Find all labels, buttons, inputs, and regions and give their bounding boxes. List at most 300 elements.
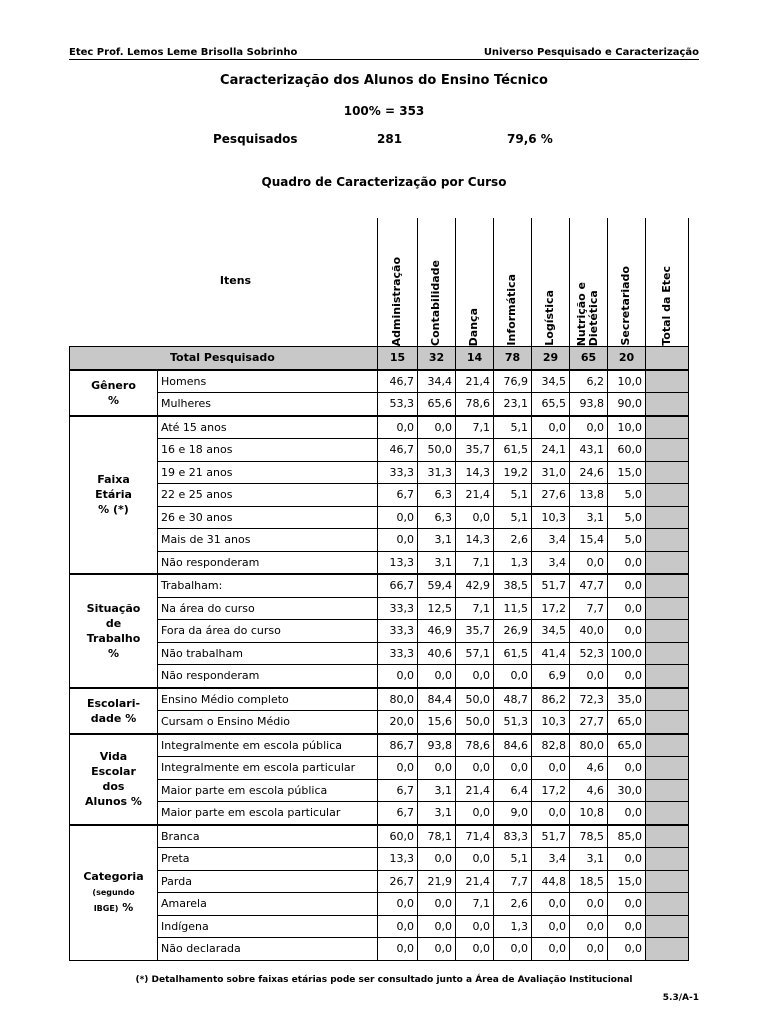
value-cell: 0,0 xyxy=(378,416,418,439)
row-label: 19 e 21 anos xyxy=(158,461,378,484)
value-cell: 6,7 xyxy=(378,779,418,802)
total-surveyed-value: 32 xyxy=(418,347,456,370)
value-cell: 42,9 xyxy=(456,574,494,597)
value-cell: 50,0 xyxy=(456,688,494,711)
etec-total-cell xyxy=(646,370,689,393)
column-header-label: Logística xyxy=(543,290,556,346)
row-label: Trabalham: xyxy=(158,574,378,597)
etec-total-cell xyxy=(646,393,689,416)
value-cell: 15,0 xyxy=(608,461,646,484)
row-label: Homens xyxy=(158,370,378,393)
value-cell: 0,0 xyxy=(532,938,570,961)
table-row xyxy=(70,665,689,688)
total-surveyed-value: 14 xyxy=(456,347,494,370)
value-cell: 0,0 xyxy=(494,757,532,780)
value-cell: 0,0 xyxy=(608,757,646,780)
value-cell: 3,4 xyxy=(532,529,570,552)
value-cell: 10,0 xyxy=(608,416,646,439)
row-label: Maior parte em escola pública xyxy=(158,779,378,802)
etec-total-cell xyxy=(646,870,689,893)
table-row xyxy=(70,574,689,597)
value-cell: 4,6 xyxy=(570,757,608,780)
table-row xyxy=(70,393,689,416)
column-header xyxy=(531,218,569,346)
value-cell: 51,3 xyxy=(494,711,532,734)
row-label: Na área do curso xyxy=(158,597,378,620)
value-cell: 0,0 xyxy=(570,938,608,961)
value-cell: 35,7 xyxy=(456,620,494,643)
etec-total-cell xyxy=(646,574,689,597)
value-cell: 0,0 xyxy=(608,597,646,620)
etec-total-cell xyxy=(646,825,689,848)
row-label: 16 e 18 anos xyxy=(158,439,378,462)
value-cell: 10,8 xyxy=(570,802,608,825)
column-header-label: Nutrição e Dietética xyxy=(575,281,600,346)
column-header-label: Contabilidade xyxy=(429,260,442,346)
value-cell: 3,1 xyxy=(418,551,456,574)
table-row xyxy=(70,688,689,711)
value-cell: 0,0 xyxy=(532,416,570,439)
row-label: 22 e 25 anos xyxy=(158,484,378,507)
value-cell: 82,8 xyxy=(532,734,570,757)
header-school-name: Etec Prof. Lemos Leme Brisolla Sobrinho xyxy=(69,47,298,58)
value-cell: 93,8 xyxy=(570,393,608,416)
value-cell: 0,0 xyxy=(570,665,608,688)
row-label: Não trabalham xyxy=(158,642,378,665)
etec-total-cell xyxy=(646,938,689,961)
etec-total-cell xyxy=(646,665,689,688)
column-header xyxy=(455,218,493,346)
value-cell: 61,5 xyxy=(494,642,532,665)
group-label-cell xyxy=(70,688,158,734)
value-cell: 24,1 xyxy=(532,439,570,462)
value-cell: 86,2 xyxy=(532,688,570,711)
value-cell: 0,0 xyxy=(608,848,646,871)
etec-total-cell xyxy=(646,506,689,529)
total-surveyed-value: 78 xyxy=(494,347,532,370)
value-cell: 3,1 xyxy=(570,506,608,529)
value-cell: 33,3 xyxy=(378,461,418,484)
value-cell: 35,0 xyxy=(608,688,646,711)
value-cell: 100,0 xyxy=(608,642,646,665)
value-cell: 93,8 xyxy=(418,734,456,757)
universe-total: 100% = 353 xyxy=(343,104,425,118)
row-label: Não declarada xyxy=(158,938,378,961)
page-title: Caracterização dos Alunos do Ensino Técnico xyxy=(220,73,548,88)
value-cell: 0,0 xyxy=(608,915,646,938)
table-row xyxy=(70,506,689,529)
value-cell: 14,3 xyxy=(456,461,494,484)
value-cell: 10,0 xyxy=(608,370,646,393)
value-cell: 0,0 xyxy=(378,529,418,552)
value-cell: 0,0 xyxy=(570,551,608,574)
column-header xyxy=(377,218,417,346)
value-cell: 40,0 xyxy=(570,620,608,643)
row-label: Fora da área do curso xyxy=(158,620,378,643)
etec-total-cell xyxy=(646,688,689,711)
value-cell: 3,1 xyxy=(418,802,456,825)
value-cell: 0,0 xyxy=(418,893,456,916)
table-row xyxy=(70,416,689,439)
table-row xyxy=(70,551,689,574)
value-cell: 66,7 xyxy=(378,574,418,597)
table-row xyxy=(70,893,689,916)
value-cell: 83,3 xyxy=(494,825,532,848)
value-cell: 0,0 xyxy=(418,938,456,961)
value-cell: 38,5 xyxy=(494,574,532,597)
etec-total-cell xyxy=(646,711,689,734)
column-header-label: Secretariado xyxy=(619,266,632,346)
value-cell: 0,0 xyxy=(378,893,418,916)
page-code: 5.3/A-1 xyxy=(662,993,699,1003)
column-header xyxy=(607,218,645,346)
value-cell: 26,9 xyxy=(494,620,532,643)
value-cell: 84,4 xyxy=(418,688,456,711)
value-cell: 0,0 xyxy=(494,938,532,961)
value-cell: 0,0 xyxy=(418,915,456,938)
value-cell: 52,3 xyxy=(570,642,608,665)
value-cell: 14,3 xyxy=(456,529,494,552)
total-surveyed-label: Total Pesquisado xyxy=(70,347,378,370)
value-cell: 3,1 xyxy=(418,529,456,552)
total-surveyed-value: 65 xyxy=(570,347,608,370)
value-cell: 0,0 xyxy=(570,416,608,439)
value-cell: 86,7 xyxy=(378,734,418,757)
row-label: Não responderam xyxy=(158,551,378,574)
value-cell: 53,3 xyxy=(378,393,418,416)
value-cell: 6,3 xyxy=(418,506,456,529)
row-label: Não responderam xyxy=(158,665,378,688)
value-cell: 3,1 xyxy=(570,848,608,871)
value-cell: 65,0 xyxy=(608,734,646,757)
value-cell: 34,5 xyxy=(532,370,570,393)
value-cell: 0,0 xyxy=(532,893,570,916)
value-cell: 26,7 xyxy=(378,870,418,893)
value-cell: 59,4 xyxy=(418,574,456,597)
table-row xyxy=(70,642,689,665)
group-label: Faixa Etária % (*) xyxy=(95,473,132,517)
value-cell: 6,7 xyxy=(378,484,418,507)
value-cell: 6,4 xyxy=(494,779,532,802)
value-cell: 60,0 xyxy=(378,825,418,848)
value-cell: 7,7 xyxy=(494,870,532,893)
table-row xyxy=(70,734,689,757)
row-label: Mulheres xyxy=(158,393,378,416)
value-cell: 57,1 xyxy=(456,642,494,665)
row-label: Cursam o Ensino Médio xyxy=(158,711,378,734)
value-cell: 3,4 xyxy=(532,551,570,574)
table-row xyxy=(70,915,689,938)
value-cell: 65,6 xyxy=(418,393,456,416)
value-cell: 78,6 xyxy=(456,393,494,416)
value-cell: 0,0 xyxy=(608,551,646,574)
value-cell: 9,0 xyxy=(494,802,532,825)
column-header-label: Administração xyxy=(390,256,403,346)
value-cell: 0,0 xyxy=(378,665,418,688)
surveyed-label: Pesquisados xyxy=(213,132,298,146)
value-cell: 78,1 xyxy=(418,825,456,848)
value-cell: 20,0 xyxy=(378,711,418,734)
value-cell: 5,1 xyxy=(494,848,532,871)
etec-total-cell xyxy=(646,484,689,507)
total-surveyed-value: 20 xyxy=(608,347,646,370)
value-cell: 61,5 xyxy=(494,439,532,462)
value-cell: 65,0 xyxy=(608,711,646,734)
value-cell: 0,0 xyxy=(608,893,646,916)
table-row xyxy=(70,439,689,462)
value-cell: 0,0 xyxy=(456,938,494,961)
etec-total-cell xyxy=(646,802,689,825)
value-cell: 13,8 xyxy=(570,484,608,507)
etec-total-cell xyxy=(646,551,689,574)
value-cell: 0,0 xyxy=(456,506,494,529)
value-cell: 24,6 xyxy=(570,461,608,484)
value-cell: 33,3 xyxy=(378,620,418,643)
value-cell: 23,1 xyxy=(494,393,532,416)
value-cell: 0,0 xyxy=(418,848,456,871)
value-cell: 0,0 xyxy=(608,665,646,688)
value-cell: 6,2 xyxy=(570,370,608,393)
header-underline xyxy=(69,59,699,60)
value-cell: 46,7 xyxy=(378,439,418,462)
value-cell: 15,0 xyxy=(608,870,646,893)
value-cell: 6,7 xyxy=(378,802,418,825)
total-surveyed-value: 29 xyxy=(532,347,570,370)
column-header xyxy=(569,218,607,346)
value-cell: 76,9 xyxy=(494,370,532,393)
value-cell: 34,5 xyxy=(532,620,570,643)
value-cell: 51,7 xyxy=(532,825,570,848)
table-row xyxy=(70,779,689,802)
value-cell: 3,4 xyxy=(532,848,570,871)
column-header xyxy=(417,218,455,346)
value-cell: 0,0 xyxy=(456,757,494,780)
value-cell: 6,3 xyxy=(418,484,456,507)
value-cell: 0,0 xyxy=(532,802,570,825)
column-header xyxy=(493,218,531,346)
surveyed-percent: 79,6 % xyxy=(507,132,553,146)
value-cell: 48,7 xyxy=(494,688,532,711)
total-surveyed-row xyxy=(70,347,689,370)
value-cell: 7,1 xyxy=(456,597,494,620)
group-label-cell xyxy=(70,574,158,688)
group-label: Situação de Trabalho % xyxy=(86,601,141,660)
value-cell: 2,6 xyxy=(494,529,532,552)
value-cell: 43,1 xyxy=(570,439,608,462)
value-cell: 13,3 xyxy=(378,848,418,871)
table-row xyxy=(70,370,689,393)
value-cell: 0,0 xyxy=(570,915,608,938)
value-cell: 46,9 xyxy=(418,620,456,643)
group-label: Escolari- dade % xyxy=(86,696,141,725)
value-cell: 0,0 xyxy=(378,915,418,938)
group-label-cell xyxy=(70,825,158,961)
value-cell: 21,4 xyxy=(456,779,494,802)
etec-total-cell xyxy=(646,416,689,439)
table-row xyxy=(70,938,689,961)
table-row xyxy=(70,802,689,825)
table-row xyxy=(70,870,689,893)
value-cell: 12,5 xyxy=(418,597,456,620)
value-cell: 21,9 xyxy=(418,870,456,893)
value-cell: 27,6 xyxy=(532,484,570,507)
value-cell: 10,3 xyxy=(532,711,570,734)
value-cell: 80,0 xyxy=(570,734,608,757)
value-cell: 0,0 xyxy=(608,802,646,825)
value-cell: 41,4 xyxy=(532,642,570,665)
value-cell: 85,0 xyxy=(608,825,646,848)
value-cell: 0,0 xyxy=(378,757,418,780)
table-row xyxy=(70,757,689,780)
table-row xyxy=(70,825,689,848)
value-cell: 27,7 xyxy=(570,711,608,734)
value-cell: 5,0 xyxy=(608,506,646,529)
value-cell: 1,3 xyxy=(494,915,532,938)
value-cell: 0,0 xyxy=(418,665,456,688)
total-surveyed-value: 15 xyxy=(378,347,418,370)
value-cell: 17,2 xyxy=(532,597,570,620)
value-cell: 3,1 xyxy=(418,779,456,802)
etec-total-cell xyxy=(646,597,689,620)
value-cell: 40,6 xyxy=(418,642,456,665)
value-cell: 1,3 xyxy=(494,551,532,574)
row-label: Indígena xyxy=(158,915,378,938)
value-cell: 34,4 xyxy=(418,370,456,393)
table-row xyxy=(70,848,689,871)
value-cell: 5,0 xyxy=(608,529,646,552)
etec-total-cell xyxy=(646,529,689,552)
value-cell: 60,0 xyxy=(608,439,646,462)
value-cell: 0,0 xyxy=(418,757,456,780)
value-cell: 65,5 xyxy=(532,393,570,416)
value-cell: 15,6 xyxy=(418,711,456,734)
value-cell: 5,0 xyxy=(608,484,646,507)
value-cell: 84,6 xyxy=(494,734,532,757)
value-cell: 18,5 xyxy=(570,870,608,893)
table-row xyxy=(70,461,689,484)
value-cell: 21,4 xyxy=(456,484,494,507)
surveyed-count: 281 xyxy=(377,132,403,146)
value-cell: 11,5 xyxy=(494,597,532,620)
value-cell: 51,7 xyxy=(532,574,570,597)
value-cell: 30,0 xyxy=(608,779,646,802)
value-cell: 0,0 xyxy=(418,416,456,439)
table-row xyxy=(70,597,689,620)
footnote: (*) Detalhamento sobre faixas etárias pode ser consultado junto a Área de Avaliação Institucional xyxy=(135,975,633,985)
group-label-suffix: % xyxy=(118,901,134,914)
value-cell: 44,8 xyxy=(532,870,570,893)
value-cell: 7,7 xyxy=(570,597,608,620)
group-label-cell xyxy=(70,734,158,825)
value-cell: 50,0 xyxy=(418,439,456,462)
value-cell: 0,0 xyxy=(456,915,494,938)
value-cell: 31,0 xyxy=(532,461,570,484)
value-cell: 0,0 xyxy=(494,665,532,688)
group-label-cell xyxy=(70,416,158,575)
value-cell: 31,3 xyxy=(418,461,456,484)
value-cell: 5,1 xyxy=(494,484,532,507)
value-cell: 71,4 xyxy=(456,825,494,848)
value-cell: 0,0 xyxy=(378,506,418,529)
table-row xyxy=(70,711,689,734)
etec-total-cell xyxy=(646,347,689,370)
value-cell: 0,0 xyxy=(608,574,646,597)
value-cell: 2,6 xyxy=(494,893,532,916)
value-cell: 15,4 xyxy=(570,529,608,552)
group-label: Vida Escolar dos Alunos % xyxy=(85,750,142,808)
value-cell: 5,1 xyxy=(494,506,532,529)
row-label: Mais de 31 anos xyxy=(158,529,378,552)
etec-total-cell xyxy=(646,642,689,665)
value-cell: 13,3 xyxy=(378,551,418,574)
value-cell: 6,9 xyxy=(532,665,570,688)
value-cell: 33,3 xyxy=(378,597,418,620)
value-cell: 50,0 xyxy=(456,711,494,734)
table-row xyxy=(70,484,689,507)
etec-total-cell xyxy=(646,915,689,938)
etec-total-cell xyxy=(646,757,689,780)
etec-total-cell xyxy=(646,461,689,484)
column-divider xyxy=(688,218,689,346)
header-section-title: Universo Pesquisado e Caracterização xyxy=(483,47,699,58)
value-cell: 90,0 xyxy=(608,393,646,416)
value-cell: 35,7 xyxy=(456,439,494,462)
row-label: Branca xyxy=(158,825,378,848)
value-cell: 7,1 xyxy=(456,893,494,916)
value-cell: 7,1 xyxy=(456,551,494,574)
column-header-label: Total da Etec xyxy=(659,266,673,346)
row-label: Integralmente em escola pública xyxy=(158,734,378,757)
group-label: Gênero % xyxy=(91,378,136,407)
value-cell: 7,1 xyxy=(456,416,494,439)
etec-total-cell xyxy=(646,439,689,462)
table-row xyxy=(70,620,689,643)
value-cell: 21,4 xyxy=(456,870,494,893)
column-header xyxy=(645,218,688,346)
etec-total-cell xyxy=(646,734,689,757)
group-label: Categoria xyxy=(83,870,144,883)
value-cell: 78,6 xyxy=(456,734,494,757)
value-cell: 0,0 xyxy=(456,848,494,871)
value-cell: 0,0 xyxy=(456,665,494,688)
table-subtitle: Quadro de Caracterização por Curso xyxy=(261,175,507,189)
row-label: Integralmente em escola particular xyxy=(158,757,378,780)
row-label: Amarela xyxy=(158,893,378,916)
value-cell: 0,0 xyxy=(608,938,646,961)
items-column-label: Itens xyxy=(219,274,252,287)
row-label: Maior parte em escola particular xyxy=(158,802,378,825)
row-label: Parda xyxy=(158,870,378,893)
row-label: Preta xyxy=(158,848,378,871)
value-cell: 0,0 xyxy=(532,915,570,938)
table-row xyxy=(70,529,689,552)
value-cell: 0,0 xyxy=(570,893,608,916)
column-header-label: Informática xyxy=(505,274,518,346)
value-cell: 47,7 xyxy=(570,574,608,597)
column-header-label: Dança xyxy=(467,307,480,346)
value-cell: 78,5 xyxy=(570,825,608,848)
etec-total-cell xyxy=(646,620,689,643)
etec-total-cell xyxy=(646,779,689,802)
value-cell: 72,3 xyxy=(570,688,608,711)
characterization-table xyxy=(69,346,689,961)
value-cell: 19,2 xyxy=(494,461,532,484)
value-cell: 0,0 xyxy=(378,938,418,961)
value-cell: 21,4 xyxy=(456,370,494,393)
etec-total-cell xyxy=(646,893,689,916)
value-cell: 17,2 xyxy=(532,779,570,802)
value-cell: 0,0 xyxy=(456,802,494,825)
